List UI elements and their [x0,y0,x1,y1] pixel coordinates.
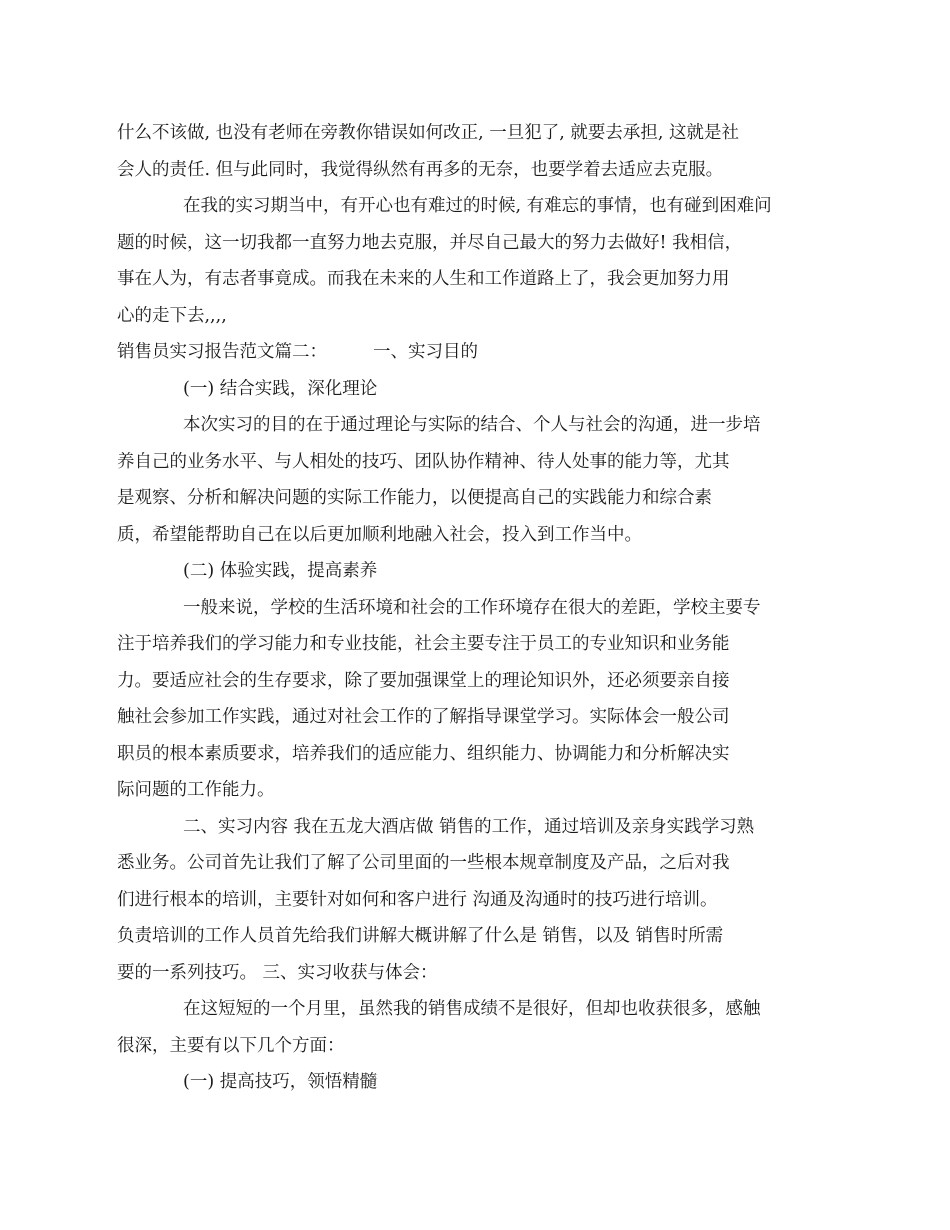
subheading: (一) 结合实践，深化理论 [183,378,378,399]
text-line [117,626,807,663]
text-line [117,444,807,481]
line-text: 一般来说，学校的生活环境和社会的工作环境存在很大的差距，学校主要专 [183,597,761,618]
line-text: 要的一系列技巧。 三、实习收获与体会： [117,962,438,983]
text-line [117,407,807,444]
line-text: 心的走下去,,,, [117,305,227,326]
text-line [117,699,807,736]
line-text: 们进行根本的培训，主要针对如何和客户进行 沟通及沟通时的技巧进行培训。 [117,889,718,910]
line-text: 题的时候，这一切我都一直努力地去克服，并尽自己最大的努力去做好! 我相信， [117,232,743,253]
line-text: 什么不该做, 也没有老师在旁教你错误如何改正, 一旦犯了, 就要去承担, 这就是社 [117,123,739,143]
subheading: (一) 提高技巧，领悟精髓 [183,1072,378,1092]
line-text: 负责培训的工作人员首先给我们讲解大概讲解了什么是 销售，以及 销售时所需 [117,926,724,946]
text-line [117,188,807,225]
article-title: 销售员实习报告范文篇二： [117,342,327,362]
line-text: 触社会参加工作实践，通过对社会工作的了解指导课堂学习。实际体会一般公司 [117,707,730,727]
line-text: 在这短短的一个月里，虽然我的销售成绩不是很好，但却也收获很多，感触 [183,999,761,1019]
line-text: 事在人为，有志者事竟成。而我在未来的人生和工作道路上了，我会更加努力用 [117,269,730,289]
text-line [117,736,807,773]
text-line [117,955,807,992]
text-line [117,918,807,955]
text-line [117,261,807,298]
subheading: (二) 体验实践，提高素养 [183,561,378,581]
text-line [117,225,807,262]
text-line [117,991,807,1028]
text-line [117,590,807,627]
text-line [117,152,807,189]
line-text: 会人的责任. 但与此同时，我觉得纵然有再多的无奈，也要学着去适应去克服。 [117,159,724,180]
subheading-line [117,553,807,590]
subheading-line [117,1064,807,1101]
line-text: 悉业务。公司首先让我们了解了公司里面的一些根本规章制度及产品，之后对我 [117,853,730,873]
line-text: 职员的根本素质要求，培养我们的适应能力、组织能力、协调能力和分析解决实 [117,743,730,764]
line-text: 质，希望能帮助自己在以后更加顺利地融入社会，投入到工作当中。 [117,524,642,545]
text-line [117,772,807,809]
text-line [117,115,807,152]
subheading-line [117,371,807,408]
section-heading-line [117,334,807,371]
line-text: 力。要适应社会的生存要求，除了要加强课堂上的理论知识外，还必须要亲自接 [117,670,730,691]
text-line [117,517,807,554]
line-text: 是观察、分析和解决问题的实际工作能力，以便提高自己的实践能力和综合素 [117,488,712,508]
line-text: 注于培养我们的学习能力和专业技能，社会主要专注于员工的专业知识和业务能 [117,634,730,654]
line-text: 际问题的工作能力。 [117,780,275,800]
line-text: 很深，主要有以下几个方面： [117,1035,345,1056]
text-line [117,882,807,919]
text-line [117,1028,807,1065]
line-text: 二、实习内容 我在五龙大酒店做 销售的工作，通过培训及亲身实践学习熟 [183,816,755,837]
text-line [117,480,807,517]
section-heading: 一、实习目的 [373,342,478,362]
text-line [117,809,807,846]
line-text: 养自己的业务水平、与人相处的技巧、团队协作精神、待人处事的能力等，尤其 [117,451,730,472]
line-text: 在我的实习期当中，有开心也有难过的时候, 有难忘的事情，也有碰到困难问 [183,196,772,216]
text-line [117,663,807,700]
text-line [117,845,807,882]
document-page [117,115,807,1101]
text-line [117,298,807,335]
line-text: 本次实习的目的在于通过理论与实际的结合、个人与社会的沟通，进一步培 [183,415,761,435]
